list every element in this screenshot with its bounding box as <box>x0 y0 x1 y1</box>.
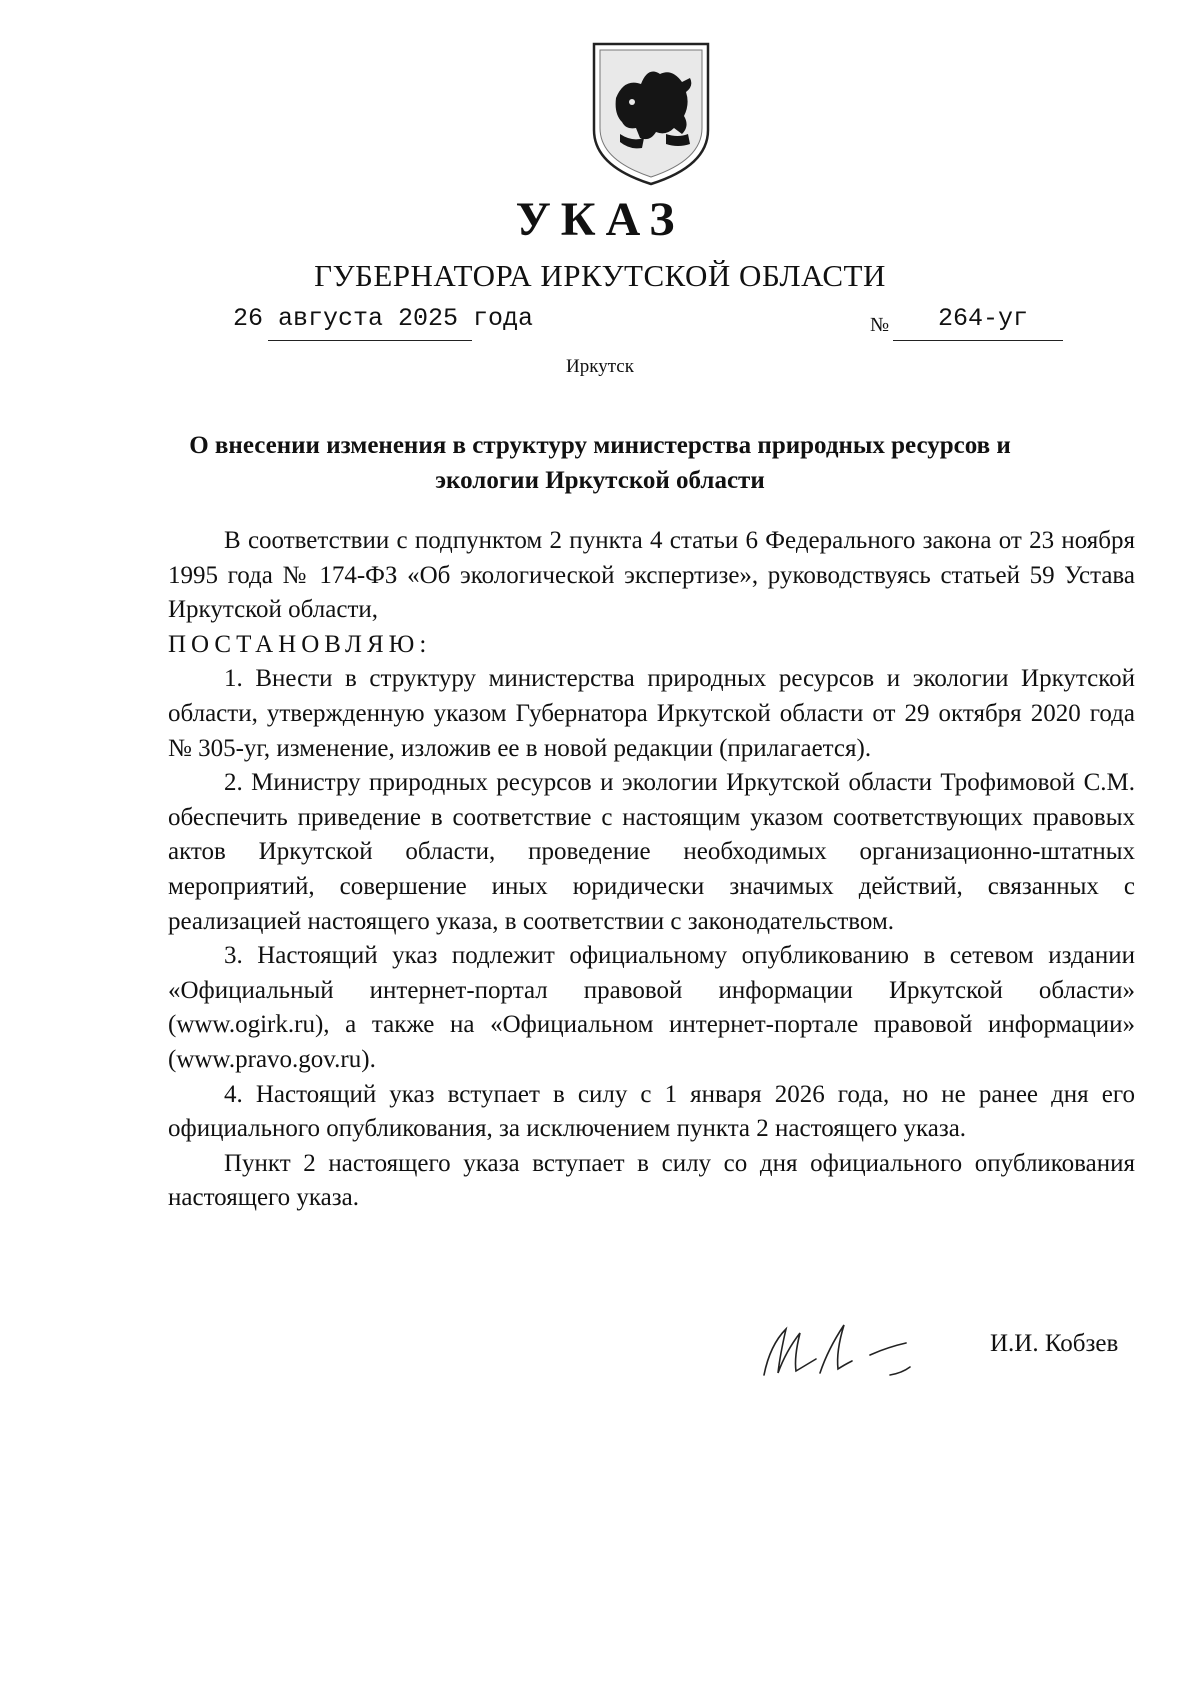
issuer-subtitle: ГУБЕРНАТОРА ИРКУТСКОЙ ОБЛАСТИ <box>314 258 886 293</box>
date-underline <box>268 340 472 341</box>
coat-of-arms-icon <box>586 38 716 188</box>
number-sign: № <box>870 314 890 336</box>
document-type-title: УКАЗ <box>515 193 685 246</box>
city-name: Иркутск <box>566 356 634 377</box>
decree-date: 26 августа 2025 года <box>233 304 534 333</box>
signer-name: И.И. Кобзев <box>990 1330 1119 1357</box>
item-paragraph-4: 4. Настоящий указ вступает в силу с 1 января 2026 года, но не ранее дня его официального опубликования, за исключением пункта 2 настоящего указа. <box>168 1080 1135 1143</box>
decree-number: 264-уг <box>938 304 1029 333</box>
closing-paragraph: Пункт 2 настоящего указа вступает в силу со дня официального опубликования настоящего указа. <box>168 1149 1135 1212</box>
item-paragraph-2: 2. Министру природных ресурсов и экологии Иркутской области Трофимовой С.М. обеспечить приведение в соответствие с настоящим указом соответствующих правовых актов Иркутской области, проведение необходимых организационно-штатных мероприятий, совершение иных юридически значимых действий, связанных с реализацией настоящего указа, в соответствии с законодательством. <box>168 769 1135 935</box>
decree-body <box>168 524 1135 1216</box>
number-underline <box>893 340 1063 341</box>
preamble-paragraph: В соответствии с подпунктом 2 пункта 4 статьи 6 Федерального закона от 23 ноября 1995 года № 174-ФЗ «Об экологической экспертизе», руководствуясь статьей 59 Устава Иркутской области, <box>168 527 1135 624</box>
signature-icon <box>760 1315 950 1395</box>
item-paragraph-1: 1. Внести в структуру министерства природных ресурсов и экологии Иркутской области, утвержденную указом Губернатора Иркутской области от 29 октября 2020 года № 305-уг, изменение, изложив ее в новой редакции (прилагается). <box>168 665 1135 762</box>
decree-heading: О внесении изменения в структуру министерства природных ресурсов и экологии Иркутской области <box>189 432 1011 494</box>
decree-word: ПОСТАНОВЛЯЮ: <box>168 630 432 658</box>
item-paragraph-3: 3. Настоящий указ подлежит официальному опубликованию в сетевом издании «Официальный интернет-портал правовой информации Иркутской области» (www.ogirk.ru), а также на «Официальном интернет-портале правовой информации» (www.pravo.gov.ru). <box>168 942 1135 1073</box>
